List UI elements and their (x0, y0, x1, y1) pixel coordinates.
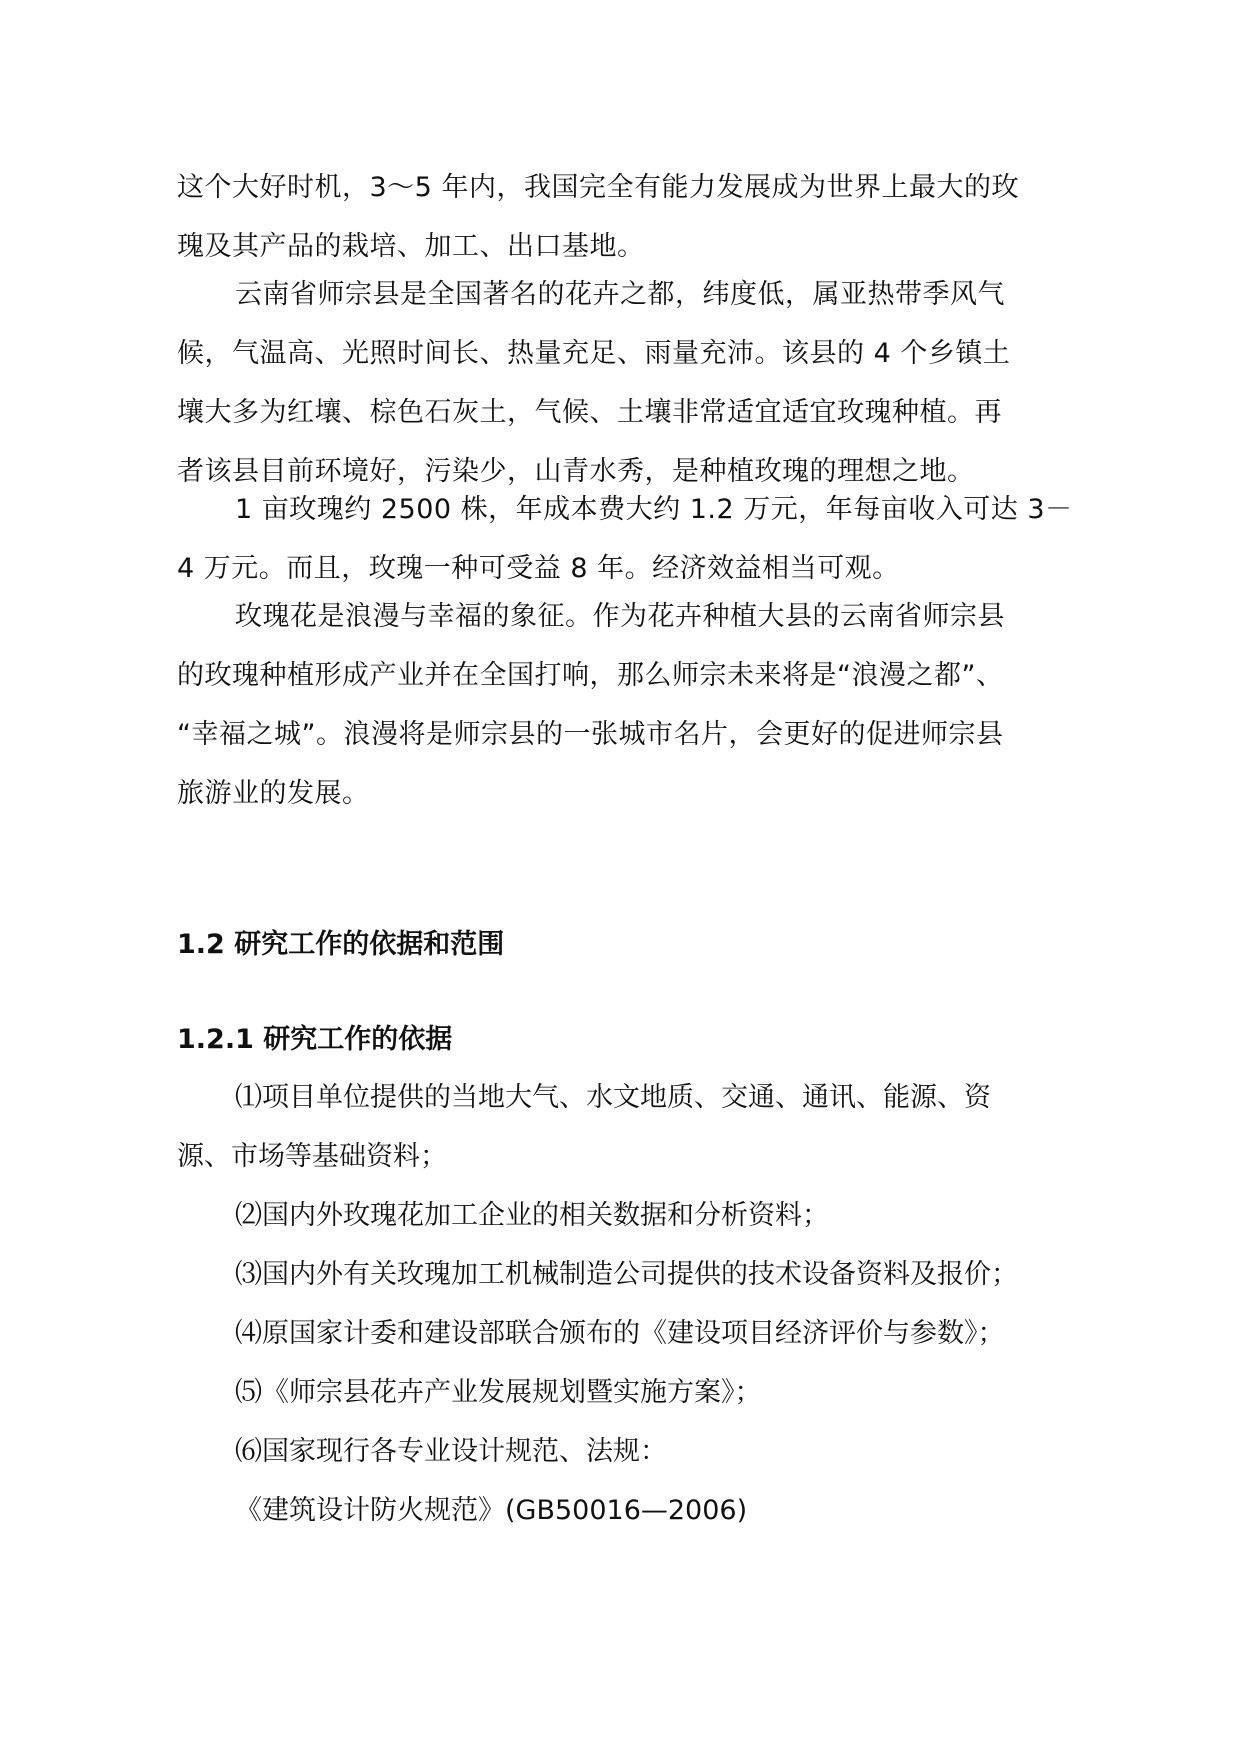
text-line: 这个大好时机，3～5 年内，我国完全有能力发展成为世界上最大的玫 (177, 172, 1019, 203)
section-heading: 1.2 研究工作的依据和范围 (177, 929, 505, 960)
text-line: 1 亩玫瑰约 2500 株，年成本费大约 1.2 万元，年每亩收入可达 3－ (235, 494, 1073, 525)
subsection-heading: 1.2.1 研究工作的依据 (177, 1024, 453, 1055)
text-line: 旅游业的发展。 (177, 778, 370, 809)
text-line: 壤大多为红壤、棕色石灰土，气候、土壤非常适宜适宜玫瑰种植。再 (177, 397, 1002, 428)
list-item: ⑹国家现行各专业设计规范、法规： (235, 1436, 667, 1467)
text-line: 者该县目前环境好，污染少，山青水秀，是种植玫瑰的理想之地。 (177, 456, 975, 487)
paragraph-1 (177, 158, 1067, 276)
paragraph-3 (177, 480, 1073, 598)
paragraph-2 (177, 265, 1067, 501)
text-line: 的玫瑰种植形成产业并在全国打响，那么师宗未来将是“浪漫之都”、 (177, 660, 1004, 691)
list-item: ⑴项目单位提供的当地大气、水文地质、交通、通讯、能源、资 (235, 1082, 991, 1113)
list-item: ⑷原国家计委和建设部联合颁布的《建设项目经济评价与参数》； (235, 1318, 1005, 1349)
list-item-continuation: 源、市场等基础资料； (177, 1141, 447, 1172)
text-line: 玫瑰花是浪漫与幸福的象征。作为花卉种植大县的云南省师宗县 (235, 601, 1005, 632)
list-item: ⑶国内外有关玫瑰加工机械制造公司提供的技术设备资料及报价； (235, 1259, 1018, 1290)
text-line: 4 万元。而且，玫瑰一种可受益 8 年。经济效益相当可观。 (177, 553, 900, 584)
text-line: 瑰及其产品的栽培、加工、出口基地。 (177, 231, 645, 262)
list-subitem: 《建筑设计防火规范》(GB50016—2006) (235, 1495, 748, 1526)
paragraph-4 (177, 587, 1067, 823)
text-line: 候，气温高、光照时间长、热量充足、雨量充沛。该县的 4 个乡镇土 (177, 338, 1011, 369)
text-line: “幸福之城”。浪漫将是师宗县的一张城市名片，会更好的促进师宗县 (177, 719, 1004, 750)
list-item: ⑸《师宗县花卉产业发展规划暨实施方案》； (235, 1377, 762, 1408)
list-item: ⑵国内外玫瑰花加工企业的相关数据和分析资料； (235, 1200, 829, 1231)
text-line: 云南省师宗县是全国著名的花卉之都，纬度低，属亚热带季风气 (235, 279, 1005, 310)
